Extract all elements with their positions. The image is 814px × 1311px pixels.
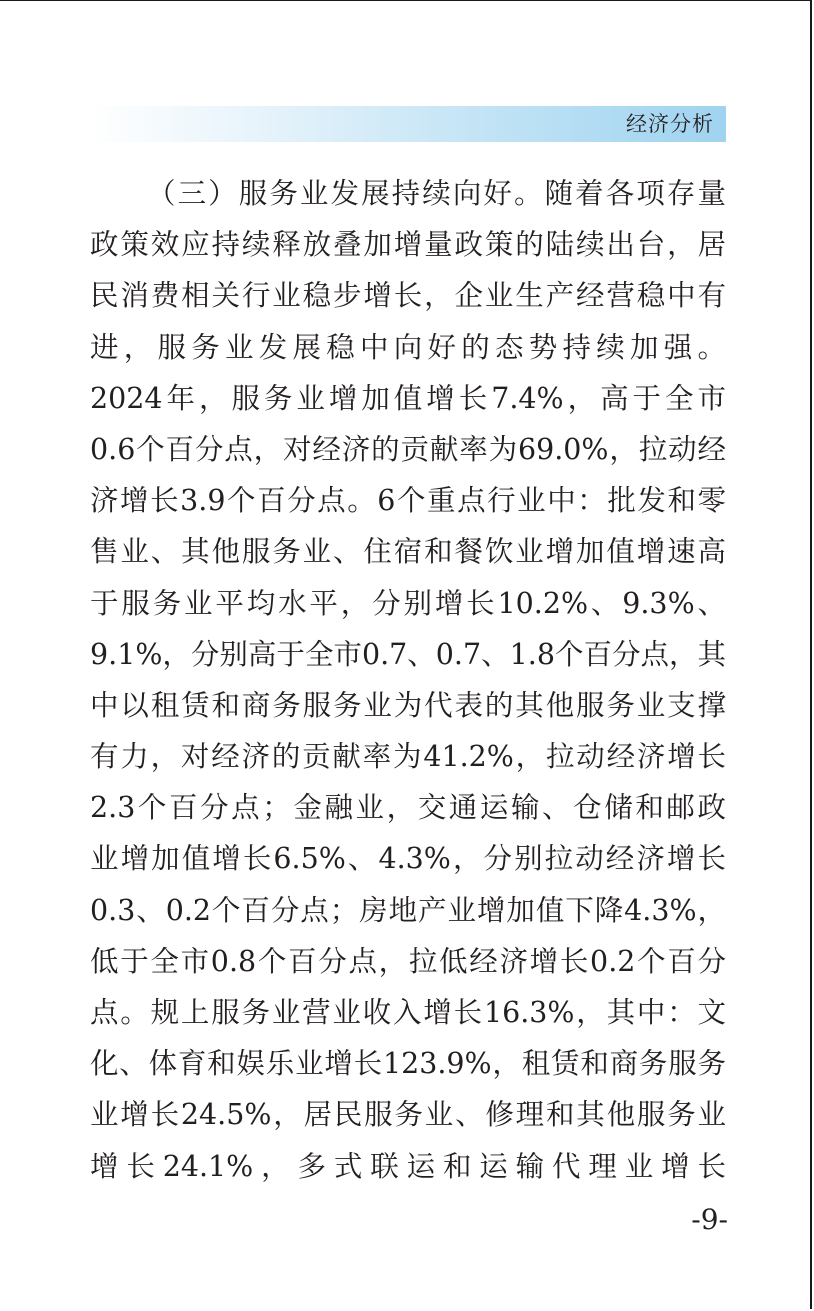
text-line: 低于全市0.8个百分点，拉低经济增长0.2个百分 (90, 944, 726, 978)
text-line: 2.3个百分点；金融业，交通运输、仓储和邮政 (90, 791, 726, 825)
section-header-band (90, 106, 726, 142)
text-line: 业增长24.5%，居民服务业、修理和其他服务业 (90, 1098, 726, 1132)
text-line: 点。规上服务业营业收入增长16.3%，其中：文 (90, 996, 726, 1029)
text-line: 民消费相关行业稳步增长，企业生产经营稳中有 (90, 279, 726, 313)
text-line: （三）服务业发展持续向好。随着各项存量 (147, 177, 726, 210)
text-line: 0.3、0.2个百分点；房地产业增加值下降4.3%， (90, 893, 726, 927)
body-paragraph (90, 168, 726, 1192)
text-line: 政策效应持续释放叠加增量政策的陆续出台，居 (90, 228, 726, 262)
section-title: 经济分析 (626, 112, 714, 136)
text-line: 济增长3.9个百分点。6个重点行业中：批发和零 (90, 484, 726, 518)
text-line: 增长24.1%，多式联运和运输代理业增长 (90, 1149, 726, 1183)
text-line: 9.1%，分别高于全市0.7、0.7、1.8个百分点，其 (90, 637, 726, 671)
text-line: 于服务业平均水平，分别增长10.2%、9.3%、 (90, 586, 726, 620)
text-line: 售业、其他服务业、住宿和餐饮业增加值增速高 (90, 535, 726, 569)
text-line: 0.6个百分点，对经济的贡献率为69.0%，拉动经 (90, 432, 726, 466)
text-line: 化、体育和娱乐业增长123.9%，租赁和商务服务 (90, 1047, 726, 1081)
text-line: 2024年，服务业增加值增长7.4%，高于全市 (90, 381, 726, 415)
text-line: 中以租赁和商务服务业为代表的其他服务业支撑 (90, 688, 726, 722)
text-line: 进，服务业发展稳中向好的态势持续加强。 (90, 330, 726, 364)
text-line: 有力，对经济的贡献率为41.2%，拉动经济增长 (90, 740, 726, 774)
text-line: 业增加值增长6.5%、4.3%，分别拉动经济增长 (90, 842, 726, 876)
page-number: -9- (691, 1203, 728, 1236)
